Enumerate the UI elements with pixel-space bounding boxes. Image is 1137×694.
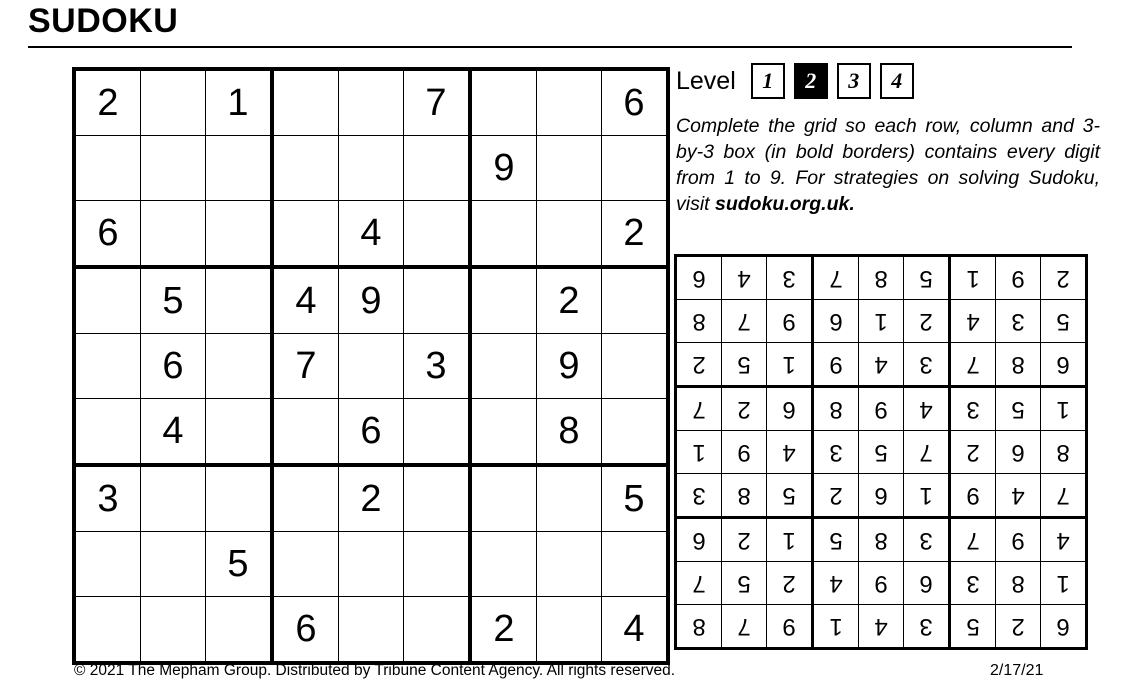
puzzle-cell-r3c1[interactable]: 6 [74,201,141,268]
solution-cell-r5c1: 8 [1041,431,1087,474]
puzzle-cell-r4c8[interactable]: 2 [537,267,602,334]
puzzle-cell-r2c8[interactable] [537,136,602,201]
puzzle-cell-r9c9[interactable]: 4 [602,597,669,664]
solution-cell-r8c3: 4 [950,300,996,343]
solution-cell-r1c5: 4 [859,605,904,649]
puzzle-cell-r7c6[interactable] [404,465,471,532]
solution-cell-r3c5: 8 [859,518,904,562]
solution-cell-r9c3: 1 [950,256,996,300]
solution-cell-r7c5: 4 [859,343,904,387]
solution-cell-r1c1: 6 [1041,605,1087,649]
solution-cell-r5c3: 2 [950,431,996,474]
puzzle-cell-r8c2[interactable] [141,532,206,597]
solution-cell-r7c8: 5 [722,343,767,387]
puzzle-cell-r1c3[interactable]: 1 [206,69,273,136]
solution-cell-r8c7: 9 [767,300,813,343]
solution-cell-r1c6: 1 [813,605,859,649]
puzzle-cell-r5c7[interactable] [470,334,537,399]
title-divider [28,46,1072,48]
solution-cell-r6c3: 3 [950,387,996,431]
puzzle-row [74,334,668,399]
puzzle-cell-r5c8[interactable]: 9 [537,334,602,399]
puzzle-cell-r1c6[interactable]: 7 [404,69,471,136]
puzzle-cell-r8c5[interactable] [339,532,404,597]
solution-cell-r7c1: 6 [1041,343,1087,387]
puzzle-cell-r8c9[interactable] [602,532,669,597]
puzzle-cell-r3c6[interactable] [404,201,471,268]
solution-cell-r9c1: 2 [1041,256,1087,300]
solution-cell-r1c4: 3 [904,605,950,649]
puzzle-cell-r2c3[interactable] [206,136,273,201]
solution-cell-r6c7: 6 [767,387,813,431]
puzzle-cell-r9c1[interactable] [74,597,141,664]
puzzle-cell-r9c5[interactable] [339,597,404,664]
puzzle-cell-r6c1[interactable] [74,399,141,466]
solution-cell-r6c6: 8 [813,387,859,431]
puzzle-cell-r7c3[interactable] [206,465,273,532]
solution-cell-r4c7: 5 [767,474,813,518]
puzzle-cell-r1c5[interactable] [339,69,404,136]
solution-row [676,518,1087,562]
puzzle-cell-r1c9[interactable]: 6 [602,69,669,136]
solution-row [676,474,1087,518]
puzzle-table[interactable] [72,67,670,665]
solution-cell-r2c5: 9 [859,562,904,605]
solution-cell-r7c3: 7 [950,343,996,387]
solution-cell-r7c2: 8 [996,343,1041,387]
solution-cell-r5c6: 3 [813,431,859,474]
puzzle-cell-r6c7[interactable] [470,399,537,466]
solution-cell-r9c5: 8 [859,256,904,300]
solution-cell-r1c7: 9 [767,605,813,649]
puzzle-cell-r1c1[interactable]: 2 [74,69,141,136]
puzzle-cell-r5c3[interactable] [206,334,273,399]
puzzle-cell-r7c7[interactable] [470,465,537,532]
puzzle-cell-r2c4[interactable] [272,136,339,201]
solution-row [676,343,1087,387]
puzzle-cell-r5c4[interactable]: 7 [272,334,339,399]
solution-cell-r3c1: 4 [1041,518,1087,562]
level-label: Level [676,66,736,95]
solution-cell-r6c9: 7 [676,387,722,431]
puzzle-cell-r7c1[interactable]: 3 [74,465,141,532]
solution-cell-r7c4: 3 [904,343,950,387]
solution-cell-r9c4: 5 [904,256,950,300]
solution-cell-r2c3: 3 [950,562,996,605]
solution-cell-r5c9: 1 [676,431,722,474]
puzzle-cell-r2c5[interactable] [339,136,404,201]
solution-cell-r2c2: 8 [996,562,1041,605]
solution-cell-r2c7: 2 [767,562,813,605]
puzzle-cell-r4c9[interactable] [602,267,669,334]
solution-cell-r9c8: 4 [722,256,767,300]
solution-cell-r9c7: 3 [767,256,813,300]
puzzle-row [74,69,668,136]
puzzle-cell-r3c3[interactable] [206,201,273,268]
solution-row [676,387,1087,431]
solution-cell-r5c5: 5 [859,431,904,474]
solution-cell-r2c4: 6 [904,562,950,605]
level-option-3[interactable]: 3 [837,63,871,99]
puzzle-cell-r8c7[interactable] [470,532,537,597]
solution-cell-r1c9: 8 [676,605,722,649]
footer-date: 2/17/21 [990,662,1044,679]
solution-cell-r6c4: 4 [904,387,950,431]
solution-cell-r1c8: 7 [722,605,767,649]
puzzle-cell-r2c9[interactable] [602,136,669,201]
solution-cell-r8c4: 2 [904,300,950,343]
solution-cell-r3c3: 7 [950,518,996,562]
puzzle-cell-r1c7[interactable] [470,69,537,136]
solution-cell-r6c2: 5 [996,387,1041,431]
solution-cell-r4c4: 1 [904,474,950,518]
solution-cell-r1c3: 5 [950,605,996,649]
puzzle-cell-r9c2[interactable] [141,597,206,664]
sudoku-website-link: sudoku.org.uk. [715,192,855,215]
solution-cell-r5c2: 6 [996,431,1041,474]
solution-cell-r6c5: 9 [859,387,904,431]
solution-grid-inverted [674,254,1088,650]
puzzle-row [74,201,668,268]
solution-cell-r4c9: 3 [676,474,722,518]
puzzle-cell-r3c2[interactable] [141,201,206,268]
level-option-4[interactable]: 4 [880,63,914,99]
puzzle-cell-r6c5[interactable]: 6 [339,399,404,466]
puzzle-cell-r6c2[interactable]: 4 [141,399,206,466]
solution-cell-r3c8: 2 [722,518,767,562]
puzzle-cell-r7c8[interactable] [537,465,602,532]
solution-cell-r3c9: 6 [676,518,722,562]
puzzle-cell-r5c6[interactable]: 3 [404,334,471,399]
solution-cell-r4c2: 4 [996,474,1041,518]
solution-row [676,562,1087,605]
level-selector[interactable] [676,62,1100,100]
puzzle-row [74,399,668,466]
puzzle-cell-r7c2[interactable] [141,465,206,532]
solution-cell-r3c7: 1 [767,518,813,562]
puzzle-cell-r3c9[interactable]: 2 [602,201,669,268]
puzzle-cell-r8c8[interactable] [537,532,602,597]
solution-cell-r4c3: 9 [950,474,996,518]
solution-cell-r6c1: 1 [1041,387,1087,431]
solution-cell-r9c6: 7 [813,256,859,300]
puzzle-cell-r9c8[interactable] [537,597,602,664]
solution-cell-r7c6: 9 [813,343,859,387]
solution-cell-r2c9: 7 [676,562,722,605]
puzzle-cell-r4c6[interactable] [404,267,471,334]
puzzle-cell-r3c4[interactable] [272,201,339,268]
puzzle-cell-r7c9[interactable]: 5 [602,465,669,532]
puzzle-cell-r9c6[interactable] [404,597,471,664]
puzzle-cell-r7c4[interactable] [272,465,339,532]
puzzle-cell-r9c3[interactable] [206,597,273,664]
puzzle-cell-r4c4[interactable]: 4 [272,267,339,334]
solution-cell-r4c6: 2 [813,474,859,518]
solution-cell-r8c9: 8 [676,300,722,343]
level-option-2[interactable]: 2 [794,63,828,99]
puzzle-cell-r5c9[interactable] [602,334,669,399]
puzzle-cell-r2c2[interactable] [141,136,206,201]
solution-cell-r8c8: 7 [722,300,767,343]
solution-cell-r6c8: 2 [722,387,767,431]
puzzle-cell-r7c5[interactable]: 2 [339,465,404,532]
instructions-body: Complete the grid so each row, column and 3-by-3 box (in bold borders) contains every digit from 1 to 9. For strategies on solving Sudoku, visit [676,115,1100,215]
solution-cell-r2c1: 1 [1041,562,1087,605]
solution-cell-r8c2: 3 [996,300,1041,343]
puzzle-cell-r6c8[interactable]: 8 [537,399,602,466]
solution-cell-r9c2: 9 [996,256,1041,300]
puzzle-cell-r1c4[interactable] [272,69,339,136]
solution-cell-r5c8: 9 [722,431,767,474]
solution-cell-r3c6: 5 [813,518,859,562]
solution-cell-r2c6: 4 [813,562,859,605]
puzzle-cell-r5c1[interactable] [74,334,141,399]
solution-row [676,431,1087,474]
puzzle-cell-r5c2[interactable]: 6 [141,334,206,399]
right-panel [676,62,1100,218]
puzzle-cell-r4c1[interactable] [74,267,141,334]
solution-cell-r5c7: 4 [767,431,813,474]
solution-cell-r3c2: 9 [996,518,1041,562]
solution-cell-r8c1: 5 [1041,300,1087,343]
puzzle-cell-r6c9[interactable] [602,399,669,466]
level-option-1[interactable]: 1 [751,63,785,99]
solution-row [676,605,1087,649]
puzzle-cell-r8c6[interactable] [404,532,471,597]
solution-cell-r4c5: 6 [859,474,904,518]
puzzle-cell-r9c4[interactable]: 6 [272,597,339,664]
page-title: SUDOKU [28,2,179,40]
solution-cell-r4c8: 8 [722,474,767,518]
puzzle-cell-r3c5[interactable]: 4 [339,201,404,268]
solution-cell-r8c5: 1 [859,300,904,343]
footer-copyright: © 2021 The Mepham Group. Distributed by Tribune Content Agency. All rights reserved. [74,662,676,679]
solution-row [676,300,1087,343]
solution-cell-r1c2: 2 [996,605,1041,649]
instructions-text [676,114,1100,218]
puzzle-cell-r1c2[interactable] [141,69,206,136]
solution-cell-r9c9: 6 [676,256,722,300]
solution-cell-r7c9: 2 [676,343,722,387]
solution-row [676,256,1087,300]
puzzle-cell-r4c5[interactable]: 9 [339,267,404,334]
puzzle-cell-r3c7[interactable] [470,201,537,268]
puzzle-row [74,267,668,334]
solution-cell-r7c7: 1 [767,343,813,387]
solution-cell-r3c4: 3 [904,518,950,562]
solution-cell-r8c6: 6 [813,300,859,343]
puzzle-cell-r2c6[interactable] [404,136,471,201]
puzzle-row [74,136,668,201]
solution-table [674,254,1088,650]
puzzle-cell-r6c6[interactable] [404,399,471,466]
puzzle-row [74,532,668,597]
puzzle-cell-r6c4[interactable] [272,399,339,466]
solution-cell-r5c4: 7 [904,431,950,474]
puzzle-row [74,465,668,532]
puzzle-cell-r8c4[interactable] [272,532,339,597]
puzzle-cell-r9c7[interactable]: 2 [470,597,537,664]
puzzle-cell-r1c8[interactable] [537,69,602,136]
puzzle-cell-r4c7[interactable] [470,267,537,334]
puzzle-cell-r6c3[interactable] [206,399,273,466]
solution-cell-r2c8: 5 [722,562,767,605]
puzzle-cell-r8c1[interactable] [74,532,141,597]
puzzle-row [74,597,668,664]
sudoku-puzzle-grid[interactable] [72,67,670,665]
puzzle-cell-r2c7[interactable]: 9 [470,136,537,201]
solution-cell-r4c1: 7 [1041,474,1087,518]
puzzle-cell-r5c5[interactable] [339,334,404,399]
puzzle-cell-r4c2[interactable]: 5 [141,267,206,334]
puzzle-cell-r3c8[interactable] [537,201,602,268]
puzzle-cell-r8c3[interactable]: 5 [206,532,273,597]
puzzle-cell-r2c1[interactable] [74,136,141,201]
puzzle-cell-r4c3[interactable] [206,267,273,334]
